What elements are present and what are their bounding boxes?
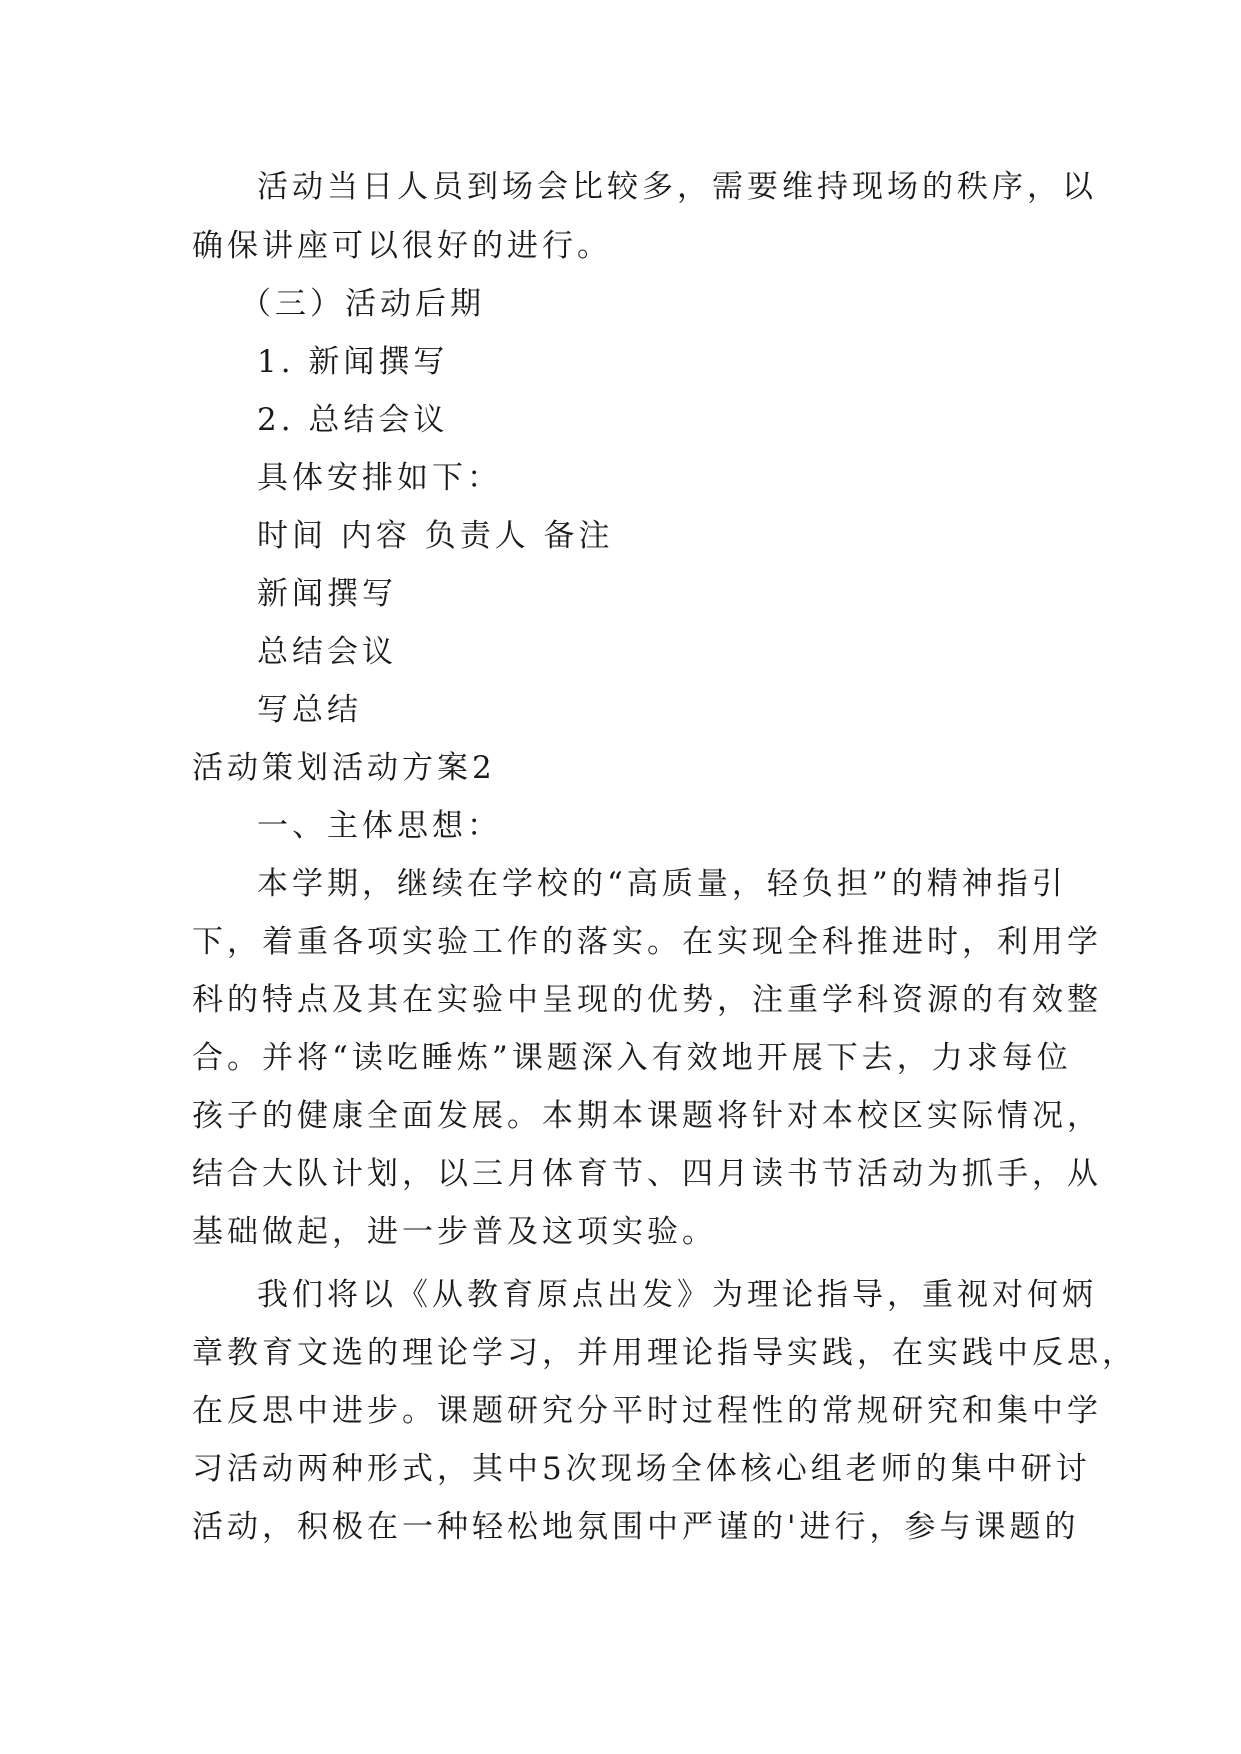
table-header-line: 时间 内容 负责人 备注 [257, 518, 614, 554]
paragraph-line: 习活动两种形式，其中5次现场全体核心组老师的集中研讨 [192, 1451, 1091, 1487]
paragraph-line: 活动当日人员到场会比较多，需要维持现场的秩序，以 [257, 169, 1097, 205]
section-heading: 一、主体思想： [257, 808, 502, 844]
list-item: 2. 总结会议 [257, 402, 449, 438]
paragraph-line: 合。并将“读吃睡炼”课题深入有效地开展下去，力求每位 [192, 1040, 1072, 1076]
document-title: 活动策划活动方案2 [192, 750, 496, 786]
section-heading: （三）活动后期 [240, 286, 485, 322]
paragraph-line: 我们将以《从教育原点出发》为理论指导，重视对何炳 [257, 1277, 1097, 1313]
paragraph-line: 结合大队计划，以三月体育节、四月读书节活动为抓手，从 [192, 1156, 1102, 1192]
paragraph-line: 章教育文选的理论学习，并用理论指导实践，在实践中反思， [192, 1335, 1137, 1371]
paragraph-line: 孩子的健康全面发展。本期本课题将针对本校区实际情况， [192, 1098, 1102, 1134]
table-row: 写总结 [257, 692, 362, 728]
paragraph-line: 本学期，继续在学校的“高质量，轻负担”的精神指引 [257, 866, 1067, 902]
paragraph-line: 基础做起，进一步普及这项实验。 [192, 1214, 717, 1250]
list-item: 1. 新闻撰写 [257, 344, 449, 380]
paragraph-line: 下，着重各项实验工作的落实。在实现全科推进时，利用学 [192, 924, 1102, 960]
table-row: 新闻撰写 [257, 576, 397, 612]
paragraph-line: 在反思中进步。课题研究分平时过程性的常规研究和集中学 [192, 1393, 1102, 1429]
paragraph-line: 确保讲座可以很好的进行。 [192, 228, 612, 264]
table-row: 总结会议 [257, 634, 397, 670]
paragraph-line: 活动，积极在一种轻松地氛围中严谨的'进行，参与课题的 [192, 1509, 1080, 1545]
paragraph-line: 具体安排如下： [257, 460, 502, 496]
paragraph-line: 科的特点及其在实验中呈现的优势，注重学科资源的有效整 [192, 982, 1102, 1018]
